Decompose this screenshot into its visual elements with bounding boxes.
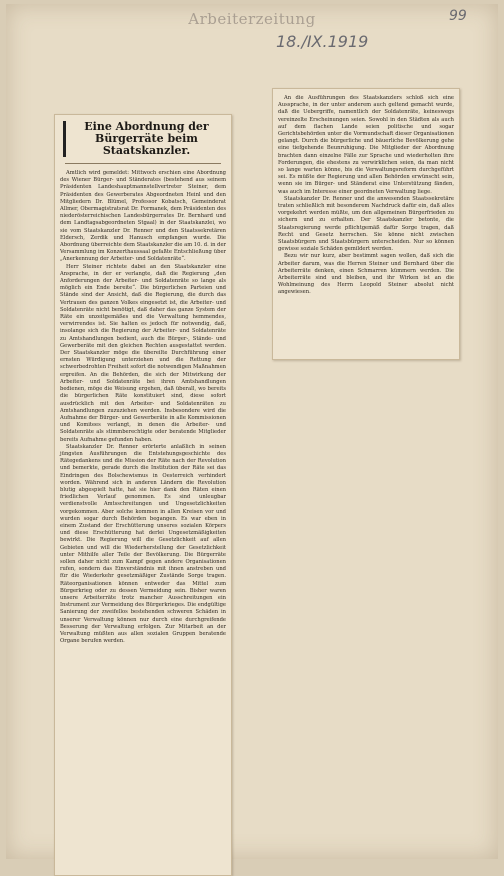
paragraph: Staatskanzler Dr. Renner erörterte anlaßlich in seinen jüngsten Ausführungen die Entstehungsgeschichte des Rätegedankens und die Mission der Räte nach der Revolution und bemerkte, gerade durch die Institution der Räte sei das Eindringen des Bolschewismus in Oesterreich verhindert worden. Während sich in anderen Ländern die Revolution blutig abgespielt hatte, hat sie hier dank den Räten einen friedlichen Verlauf genommen. Es sind unleugbar verdienstvolle Amtsschreitungen und Ungesetzlichkeiten vorgekommen. Aber solche kommen in allen Kreisen vor und wurden sogar durch Behörden begangen. Es war eben in einem Zustand der Erschütterung unseres sozialen Körpers und diese Erschütterung hat derlei Ungesetzmäßigkeiten bewirkt. Die Regierung will die Gesetzlichkeit auf allen Gebieten und will die Wiederherstellung der Gesetzlichkeit unter Mithilfe aller Teile der Bevölkerung. Die Bürgerräte sollen daher nicht zum Kampf gegen andere Organisationen rufen, sondern das Einverständnis mit ihnen anstreben und für die Wiederkehr gesetzmäßiger Zustände Sorge tragen. Räteorganisationen können entweder das Mittel zum Bürgerkrieg oder zu dessen Vermeidung sein. Bisher waren unsere Arbeiterräte trotz mancher Ausschreitungen ein Instrument zur Vermeidung des Bürgerkrieges. Die endgültige Sanierung der zweifellos bestehenden schweren Schäden in unserer Verwaltung können nur durch eine durchgreifende Besserung der Verwaltung erfolgen. Zur Mitarbeit an der Verwaltung müßten aus allen sozialen Gruppen beratende Organe berufen werden.: [60, 443, 226, 645]
paragraph: Amtlich wird gemeldet: Mittwoch erschien eine Abordnung des Wiener Bürger- und Ständerates (bestehend aus seinem Präsidenten Landeshauptmannstellvertreter Steiner, dem Präsidenten des Gewerberates Abgeordneten Heinl und den Mitgliedern Dr. Blümel, Professor Kobatsch, Gemeinderat Allmer, Obermagistratsrat Dr. Formanek, dem Präsidenten des niederösterreichischen Landesbürgerrates Dr. Bernhard und dem Landtagsabgeordneten Stgaal) in der Staatskanzlei, wo sie vom Staatskanzler Dr. Renner und den Staatssekretären Eldersch, Zerdik und Hanusch empfangen wurde. Die Abordnung überreichte dem Staatskanzler die am 10. d. in der Versammlung im Konzerthaussaal gefaßte Entschließung über „Anerkennung der Arbeiter- und Soldatenräte“.: [60, 170, 226, 263]
article-headline: Eine Abordnung der Bürgerräte beim Staatskanzler.: [63, 121, 223, 157]
clipping-left: [54, 114, 232, 876]
article-body-right: [278, 95, 454, 297]
newspaper-masthead: Arbeiterzeitung: [188, 10, 316, 28]
article-body-left: [60, 170, 226, 645]
page-number: 99: [449, 8, 467, 24]
handwritten-date: 18./IX.1919: [276, 32, 369, 51]
paragraph: Bezu wir nur kurz, aber bestimmt sagen wollen, daß sich die Arbeiter darum, was die Herren Steiner und Bernhard über die Arbeiterräte denken, einen Schmarren kümmern werden. Die Arbeiterräte sind und bleiben, und ihr Wirken ist an die Wohlmeinung des Herrn Leopold Steiner absolut nicht angewiesen.: [278, 253, 454, 296]
paragraph: Staatskanzler Dr. Renner und die anwesenden Staatssekretäre traten schließlich mit besonderem Nachdruck dafür ein, daß alles vorgekehrt werden müßte, um den allgemeinen Bürgerfrieden zu sichern und zu erhalten. Der Staatskanzler betonte, die Staatsregierung werde pflichtgemäß dafür Sorge tragen, daß Recht und Gesetz herrschen. Sie könne nicht zwischen Staatsbürgern und Staatsbürgern unterscheiden. Nur so können gewisse soziale Schäden gemildert werden.: [278, 195, 454, 253]
clipping-right: [272, 88, 460, 360]
paragraph: Herr Steiner richtete dabei an den Staatskanzler eine Ansprache, in der er verlangte, daß die Regierung „den Anforderungen der Arbeiter- und Soldatenräte so lange als möglich ein Ende bereite“. Die bürgerlichen Parteien und Stände sind der Ansicht, daß die Regierung, die durch das Vertrauen des ganzen Volkes eingesetzt ist, die Arbeiter- und Soldatenräte nicht benötigt, daß daher das ganze System der Räte ein unzeitgemäßes und die Verwaltung hemmendes, verwirrendes ist. Sie halten es jedoch für notwendig, daß, insolange sich die Regierung der Arbeiter- und Soldatenräte zu Amtshandlungen bedient, auch die Bürger-, Stände- und Gewerberäte mit den gleichen Rechten ausgestattet werden. Der Staatskanzler möge die übereilte Durchführung einer ernsten Würdigung unterziehen und die Rettung der schwerbedrohten Freiheit sofort die notwendigen Maßnahmen ergreifen. An die Behörden, die sich der Mitwirkung der Arbeiter- und Soldatenräte bei ihren Amtshandlungen bedienen, möge die Weisung ergehen, daß überall, wo bereits die bürgerlichen Räte konstituiert sind, diese sofort ausdrücklich mit den Arbeiter- und Soldatenräten zu Amtshandlungen zuzuziehen werden. Insbesondere wird die Aufnahme der Bürger- und Gewerberäte in alle Kommissionen und Komitees verlangt, in denen die Arbeiter- und Soldatenräte als stimmberechtigte oder beratende Mitglieder bereits Aufnahme gefunden haben.: [60, 263, 226, 443]
headline-divider: [65, 163, 221, 164]
paragraph: An die Ausführungen des Staatskanzlers schloß sich eine Aussprache, in der unter anderem auch geltend gemacht wurde, daß die Uebergriffe, namentlich der Soldatenräte, keineswegs vereinzelte Erscheinungen seien. Sowohl in den Städten als auch auf dem flachen Lande seien politische und sogar Gerichtsbehörden unter die Vormundschaft dieser Organisationen gelangt. Durch die bürgerliche und bäuerliche Bevölkerung gehe eine tiefgehende Beunruhigung. Die Mitglieder der Abordnung brachten dann einzelne Fälle zur Sprache und wiederholten ihre Forderungen, die ehestens zu verwirklichen seien, da man nicht so lange warten könne, bis die Verwaltungsreform durchgeführt sei. Es müßte der Regierung und allen Behörden erwünscht sein, wenn sie im Bürger- und Ständerat eine Unterstützung fänden, was auch im Interesse einer geordneten Verwaltung liege.: [278, 95, 454, 195]
